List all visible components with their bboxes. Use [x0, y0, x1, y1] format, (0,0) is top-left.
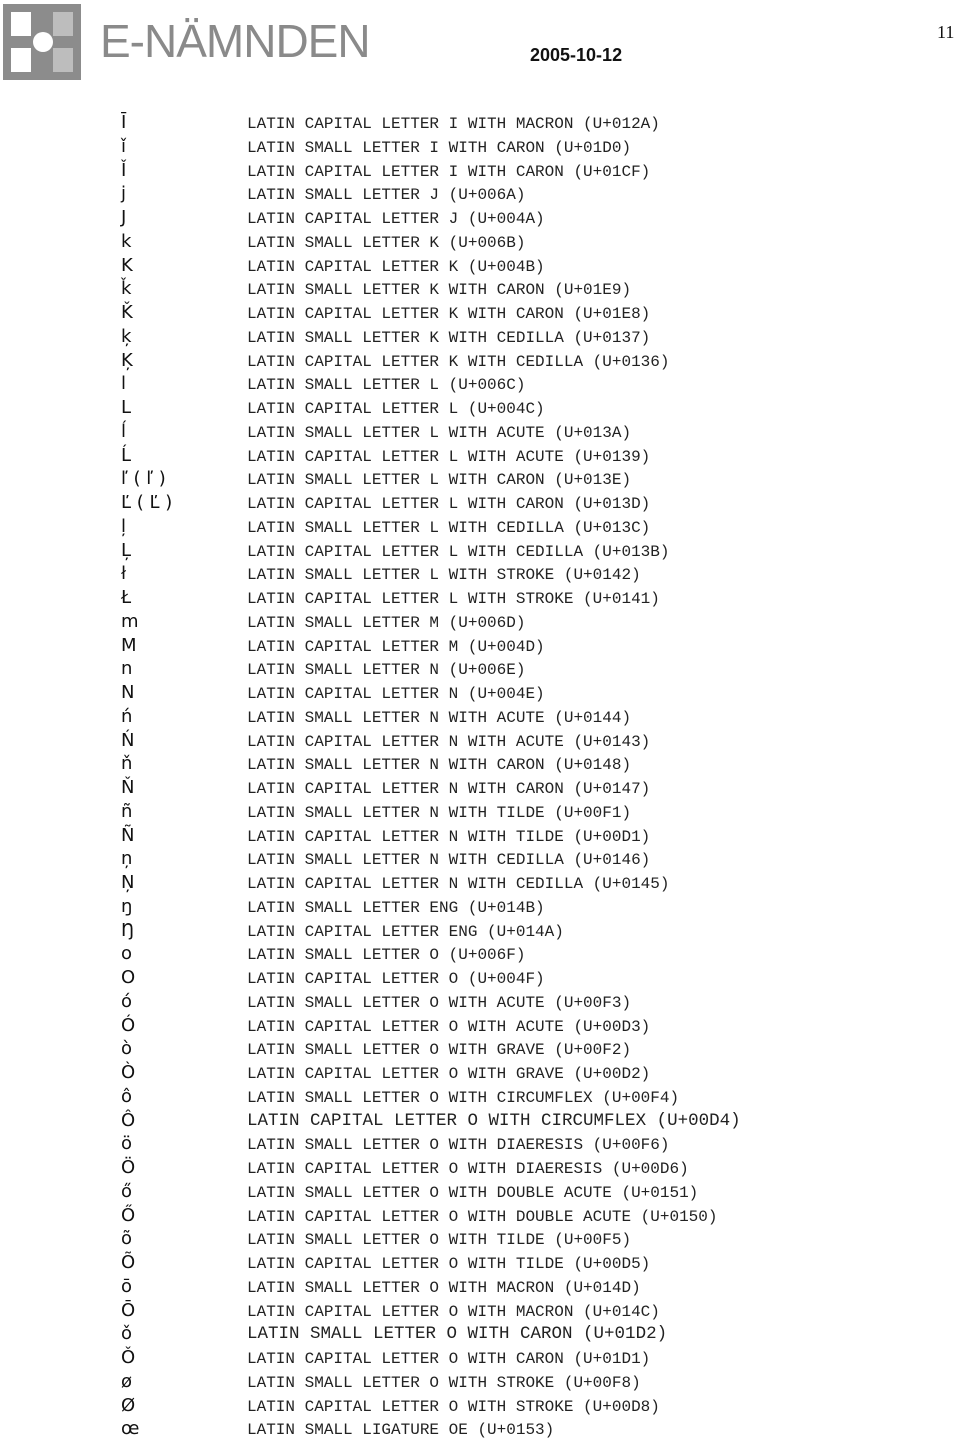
character-unicode-name: LATIN SMALL LETTER O WITH TILDE (U+00F5)	[247, 1231, 632, 1250]
character-glyph: ó	[121, 990, 133, 1012]
character-unicode-name: LATIN CAPITAL LETTER O WITH CARON (U+01D1)	[247, 1350, 651, 1368]
character-unicode-name: LATIN SMALL LETTER O WITH DIAERESIS (U+00F6)	[247, 1136, 670, 1155]
character-row	[0, 1015, 960, 1039]
character-glyph: ň	[121, 753, 133, 775]
character-row	[0, 587, 960, 611]
character-row	[0, 1086, 960, 1110]
character-glyph: ǩ	[121, 278, 132, 300]
document-date: 2005-10-12	[530, 45, 623, 65]
character-row	[0, 943, 960, 967]
character-unicode-name: LATIN CAPITAL LETTER O WITH DOUBLE ACUTE (U+0150)	[247, 1207, 718, 1226]
character-unicode-name: LATIN CAPITAL LETTER L WITH CARON (U+013D)	[247, 495, 651, 513]
character-row	[0, 373, 960, 397]
character-glyph: Ĺ	[121, 444, 132, 466]
character-row	[0, 825, 960, 849]
character-glyph: ò	[121, 1038, 133, 1060]
character-row	[0, 350, 960, 374]
character-unicode-name: LATIN SMALL LETTER O (U+006F)	[247, 946, 526, 965]
character-unicode-name: LATIN SMALL LETTER M (U+006D)	[247, 613, 526, 632]
character-glyph: Ő	[121, 1204, 136, 1226]
character-unicode-name: LATIN SMALL LETTER L WITH CARON (U+013E)	[247, 471, 632, 490]
character-glyph: Õ	[121, 1252, 136, 1273]
character-row	[0, 1252, 960, 1276]
character-row	[0, 112, 960, 136]
character-unicode-name: LATIN CAPITAL LETTER N WITH CEDILLA (U+0145)	[247, 875, 670, 893]
character-glyph: Ö	[121, 1157, 136, 1178]
character-glyph: Ō	[121, 1299, 136, 1321]
character-row	[0, 326, 960, 350]
character-unicode-name: LATIN CAPITAL LETTER K WITH CARON (U+01E8)	[247, 305, 651, 323]
character-unicode-name: LATIN CAPITAL LETTER L WITH ACUTE (U+0139)	[247, 447, 651, 466]
page-number: 11	[937, 22, 955, 42]
character-row	[0, 1418, 960, 1442]
character-unicode-name: LATIN CAPITAL LETTER ENG (U+014A)	[247, 922, 564, 941]
character-row	[0, 777, 960, 801]
character-glyph: ń	[121, 705, 133, 727]
character-row	[0, 421, 960, 445]
character-unicode-name: LATIN SMALL LETTER O WITH CIRCUMFLEX (U+00F4)	[247, 1088, 680, 1107]
character-glyph: ŋ	[121, 895, 133, 917]
character-glyph: K	[121, 254, 133, 276]
character-row	[0, 896, 960, 920]
character-row	[0, 540, 960, 564]
character-unicode-name: LATIN CAPITAL LETTER J (U+004A)	[247, 210, 545, 228]
character-row	[0, 563, 960, 587]
character-glyph: Ń	[121, 729, 135, 751]
character-glyph: Ŋ	[121, 919, 135, 941]
character-row	[0, 468, 960, 492]
character-unicode-name: LATIN SMALL LETTER L WITH STROKE (U+0142)	[247, 566, 641, 585]
character-row	[0, 1395, 960, 1419]
character-unicode-name: LATIN CAPITAL LETTER I WITH MACRON (U+012A)	[247, 115, 660, 133]
character-unicode-name: LATIN CAPITAL LETTER L WITH STROKE (U+0141)	[247, 590, 660, 608]
character-row	[0, 207, 960, 231]
character-unicode-name: LATIN CAPITAL LETTER K WITH CEDILLA (U+0136)	[247, 352, 670, 371]
character-glyph: n	[121, 658, 133, 680]
character-glyph: Ņ	[121, 872, 135, 893]
character-glyph: Ó	[121, 1014, 136, 1036]
character-row	[0, 991, 960, 1015]
character-unicode-name: LATIN CAPITAL LETTER O WITH ACUTE (U+00D3)	[247, 1017, 651, 1036]
character-unicode-name: LATIN SMALL LETTER L WITH ACUTE (U+013A)	[247, 423, 632, 442]
character-unicode-name: LATIN SMALL LETTER ENG (U+014B)	[247, 898, 545, 917]
character-glyph: o	[121, 943, 133, 965]
character-glyph: ņ	[121, 848, 133, 870]
character-row	[0, 1323, 960, 1347]
character-unicode-name: LATIN CAPITAL LETTER N (U+004E)	[247, 685, 545, 703]
character-unicode-name: LATIN CAPITAL LETTER O (U+004F)	[247, 970, 545, 988]
character-unicode-name: LATIN CAPITAL LETTER L (U+004C)	[247, 400, 545, 418]
character-unicode-name: LATIN SMALL LETTER N WITH TILDE (U+00F1)	[247, 803, 632, 822]
character-unicode-name: LATIN CAPITAL LETTER K (U+004B)	[247, 257, 545, 276]
character-row	[0, 1038, 960, 1062]
character-glyph: ł	[121, 563, 127, 585]
character-glyph: ø	[121, 1370, 133, 1392]
character-glyph: œ	[121, 1418, 140, 1440]
character-row	[0, 706, 960, 730]
character-row	[0, 753, 960, 777]
character-glyph: N	[121, 682, 135, 703]
character-unicode-name: LATIN CAPITAL LETTER N WITH TILDE (U+00D1)	[247, 827, 651, 846]
character-glyph: Ļ	[121, 539, 132, 561]
character-unicode-name: LATIN SMALL LETTER I WITH CARON (U+01D0)	[247, 138, 632, 157]
character-glyph: M	[121, 634, 137, 656]
character-glyph: Ò	[121, 1062, 136, 1083]
character-unicode-name: LATIN CAPITAL LETTER O WITH MACRON (U+014C)	[247, 1302, 660, 1321]
character-unicode-name: LATIN CAPITAL LETTER O WITH TILDE (U+00D5)	[247, 1255, 651, 1273]
character-glyph: ñ	[121, 800, 133, 822]
character-glyph: ķ	[121, 325, 132, 347]
character-row	[0, 160, 960, 184]
character-row	[0, 1300, 960, 1324]
character-glyph: ľ ( ľ )	[121, 468, 166, 490]
character-glyph: k	[121, 230, 132, 252]
character-glyph: Ǐ	[121, 159, 127, 181]
character-unicode-name: LATIN SMALL LETTER O WITH STROKE (U+00F8)	[247, 1373, 641, 1392]
character-glyph: J	[121, 207, 127, 228]
character-unicode-name: LATIN CAPITAL LETTER M (U+004D)	[247, 637, 545, 656]
character-unicode-name: LATIN SMALL LETTER K (U+006B)	[247, 233, 526, 252]
character-glyph: Ł	[121, 587, 132, 608]
character-row	[0, 872, 960, 896]
character-unicode-name: LATIN SMALL LETTER K WITH CARON (U+01E9)	[247, 281, 632, 300]
character-row	[0, 801, 960, 825]
character-row	[0, 1276, 960, 1300]
character-unicode-name: LATIN SMALL LETTER O WITH GRAVE (U+00F2)	[247, 1041, 632, 1060]
character-row	[0, 302, 960, 326]
character-unicode-name: LATIN SMALL LETTER L (U+006C)	[247, 376, 526, 395]
character-row	[0, 1110, 960, 1134]
character-unicode-name: LATIN SMALL LETTER N WITH ACUTE (U+0144)	[247, 708, 632, 727]
character-glyph: Ô	[121, 1109, 136, 1131]
character-unicode-name: LATIN SMALL LETTER K WITH CEDILLA (U+0137)	[247, 328, 651, 347]
character-unicode-name: LATIN CAPITAL LETTER O WITH GRAVE (U+00D2)	[247, 1065, 651, 1083]
character-glyph: j	[121, 183, 127, 205]
character-row	[0, 611, 960, 635]
character-unicode-name: LATIN CAPITAL LETTER O WITH STROKE (U+00D8)	[247, 1397, 660, 1416]
character-glyph: Ǒ	[121, 1347, 136, 1368]
character-row	[0, 183, 960, 207]
page-header	[0, 0, 960, 90]
character-unicode-name: LATIN SMALL LETTER O WITH MACRON (U+014D)	[247, 1278, 641, 1297]
character-glyph: L	[121, 397, 132, 418]
character-glyph: Ķ	[121, 349, 133, 371]
character-unicode-name: LATIN SMALL LIGATURE OE (U+0153)	[247, 1421, 555, 1440]
character-glyph: m	[121, 610, 139, 632]
logo-wordmark: E-NÄMNDEN	[100, 15, 370, 67]
character-row	[0, 1133, 960, 1157]
character-row	[0, 136, 960, 160]
character-row	[0, 730, 960, 754]
character-row	[0, 848, 960, 872]
character-unicode-name: LATIN SMALL LETTER N WITH CARON (U+0148)	[247, 756, 632, 775]
character-glyph: Ø	[121, 1394, 136, 1416]
character-unicode-name: LATIN SMALL LETTER N WITH CEDILLA (U+0146)	[247, 851, 651, 870]
character-row	[0, 492, 960, 516]
character-row	[0, 1157, 960, 1181]
character-unicode-name: LATIN SMALL LETTER O WITH DOUBLE ACUTE (U+0151)	[247, 1183, 699, 1202]
character-glyph: ļ	[121, 515, 127, 537]
character-row	[0, 278, 960, 302]
character-unicode-name: LATIN SMALL LETTER L WITH CEDILLA (U+013C)	[247, 518, 651, 537]
character-glyph: O	[121, 967, 136, 988]
character-glyph: ö	[121, 1133, 133, 1155]
character-glyph: Ľ ( Ľ )	[121, 492, 173, 513]
character-row	[0, 397, 960, 421]
character-unicode-name: LATIN CAPITAL LETTER I WITH CARON (U+01CF)	[247, 162, 651, 181]
character-glyph: õ	[121, 1228, 133, 1250]
character-glyph: ǐ	[121, 135, 127, 157]
character-row	[0, 1205, 960, 1229]
character-unicode-name: LATIN CAPITAL LETTER N WITH ACUTE (U+0143)	[247, 732, 651, 751]
character-row	[0, 255, 960, 279]
character-row	[0, 1181, 960, 1205]
character-glyph: ô	[121, 1085, 133, 1107]
character-glyph: Ī	[121, 112, 127, 133]
character-row	[0, 445, 960, 469]
character-glyph: Ň	[121, 777, 135, 798]
e-namnden-logo-icon	[3, 4, 81, 80]
character-row	[0, 1062, 960, 1086]
character-unicode-name: LATIN CAPITAL LETTER N WITH CARON (U+0147)	[247, 780, 651, 798]
character-row	[0, 635, 960, 659]
character-unicode-name: LATIN CAPITAL LETTER L WITH CEDILLA (U+013B)	[247, 542, 670, 561]
character-unicode-name: LATIN SMALL LETTER O WITH CARON (U+01D2)	[247, 1324, 668, 1345]
character-glyph: ĺ	[121, 420, 127, 442]
character-unicode-name: LATIN CAPITAL LETTER O WITH CIRCUMFLEX (U+00D4)	[247, 1110, 741, 1131]
character-row	[0, 1347, 960, 1371]
character-row	[0, 658, 960, 682]
character-row	[0, 1228, 960, 1252]
character-glyph: Ǩ	[121, 302, 133, 323]
character-glyph: Ñ	[121, 824, 135, 846]
character-glyph: l	[121, 373, 127, 395]
character-row	[0, 1371, 960, 1395]
character-glyph: ǒ	[121, 1323, 133, 1345]
character-row	[0, 682, 960, 706]
character-glyph: ő	[121, 1180, 133, 1202]
character-row	[0, 231, 960, 255]
character-row	[0, 967, 960, 991]
character-unicode-name: LATIN SMALL LETTER O WITH ACUTE (U+00F3)	[247, 993, 632, 1012]
character-row	[0, 920, 960, 944]
character-unicode-name: LATIN SMALL LETTER N (U+006E)	[247, 661, 526, 680]
character-unicode-name: LATIN CAPITAL LETTER O WITH DIAERESIS (U+00D6)	[247, 1160, 689, 1178]
character-unicode-name: LATIN SMALL LETTER J (U+006A)	[247, 186, 526, 205]
character-row	[0, 516, 960, 540]
character-glyph: ō	[121, 1275, 133, 1297]
